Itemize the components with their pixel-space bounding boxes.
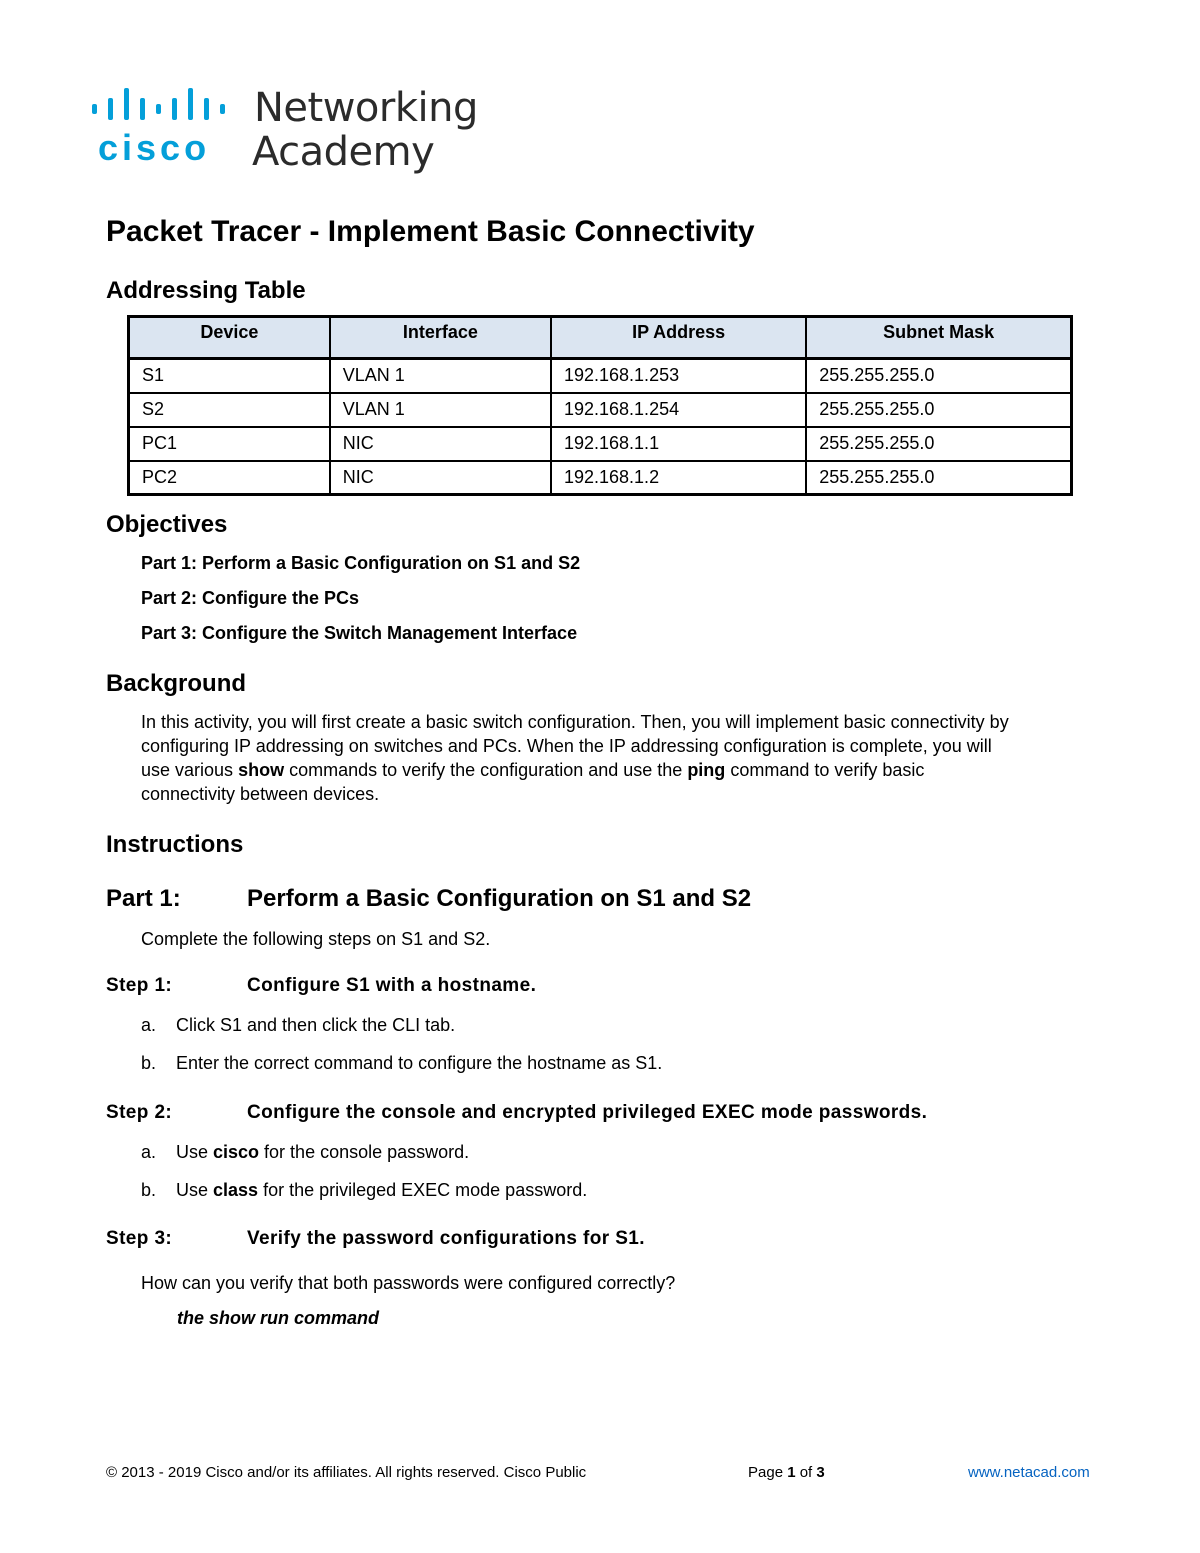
cell-subnet-mask: 255.255.255.0	[806, 427, 1071, 461]
cell-ip-address: 192.168.1.2	[551, 461, 806, 495]
text-span: Page	[748, 1464, 788, 1481]
table-row	[129, 461, 1072, 495]
step1-title: Configure S1 with a hostname.	[247, 975, 537, 996]
cell-device: S1	[129, 359, 330, 393]
password-keyword: cisco	[213, 1142, 260, 1162]
step2-item-b	[141, 1178, 587, 1202]
cell-ip-address: 192.168.1.1	[551, 427, 806, 461]
step2-item-a	[141, 1140, 469, 1164]
objective-item: Part 3: Configure the Switch Management Interface	[141, 623, 578, 643]
step1-item-a	[141, 1013, 455, 1037]
text-span: command to verify basic	[725, 760, 925, 780]
cell-ip-address: 192.168.1.253	[551, 359, 806, 393]
cisco-wordmark: cisco	[98, 127, 211, 168]
cell-device: PC1	[129, 427, 330, 461]
step1-item-b	[141, 1051, 662, 1075]
logo-academy: Academy	[252, 129, 435, 175]
footer-page-number	[748, 1463, 825, 1483]
cell-interface: VLAN 1	[330, 393, 551, 427]
objective-item: Part 1: Perform a Basic Configuration on S1 and S2	[141, 553, 581, 573]
objectives-heading: Objectives	[106, 511, 228, 538]
step3-answer: the show run command	[177, 1308, 380, 1328]
page-title: Packet Tracer - Implement Basic Connectivity	[106, 215, 755, 248]
background-line: In this activity, you will first create a basic switch configuration. Then, you will implement basic connectivity by	[141, 712, 1009, 732]
cisco-logo	[88, 84, 488, 184]
list-letter: a.	[141, 1015, 157, 1035]
cell-subnet-mask: 255.255.255.0	[806, 461, 1071, 495]
background-heading: Background	[106, 670, 247, 697]
addressing-table-heading: Addressing Table	[106, 277, 306, 304]
cell-device: S2	[129, 393, 330, 427]
table-row	[129, 393, 1072, 427]
show-keyword: show	[238, 760, 285, 780]
cell-subnet-mask: 255.255.255.0	[806, 359, 1071, 393]
col-header-device: Device	[129, 317, 330, 359]
step3-question: How can you verify that both passwords were configured correctly?	[141, 1273, 676, 1293]
cell-interface: VLAN 1	[330, 359, 551, 393]
list-text: for the privileged EXEC mode password.	[258, 1180, 588, 1200]
ping-keyword: ping	[687, 760, 726, 780]
cell-subnet-mask: 255.255.255.0	[806, 393, 1071, 427]
table-row	[129, 359, 1072, 393]
part1-intro: Complete the following steps on S1 and S2.	[141, 929, 491, 949]
col-header-interface: Interface	[330, 317, 551, 359]
objective-item: Part 2: Configure the PCs	[141, 588, 360, 608]
part1-label: Part 1:	[106, 885, 181, 912]
instructions-heading: Instructions	[106, 831, 244, 858]
list-letter: a.	[141, 1142, 157, 1162]
page-total: 3	[816, 1464, 825, 1481]
cell-ip-address: 192.168.1.254	[551, 393, 806, 427]
text-span: of	[795, 1464, 817, 1481]
cell-interface: NIC	[330, 427, 551, 461]
col-header-ip-address: IP Address	[551, 317, 806, 359]
password-keyword: class	[213, 1180, 259, 1200]
list-text: Enter the correct command to configure the hostname as S1.	[176, 1053, 663, 1073]
part1-title: Perform a Basic Configuration on S1 and S2	[247, 885, 752, 912]
list-text: Click S1 and then click the CLI tab.	[176, 1015, 456, 1035]
step2-label: Step 2:	[106, 1102, 173, 1123]
cell-interface: NIC	[330, 461, 551, 495]
step1-label: Step 1:	[106, 975, 173, 996]
list-text: for the console password.	[259, 1142, 470, 1162]
table-header-row	[129, 317, 1072, 359]
footer-website-link[interactable]: www.netacad.com	[968, 1464, 1090, 1481]
cisco-bars-icon	[90, 88, 240, 120]
logo-networking: Networking	[254, 85, 478, 131]
page-current: 1	[787, 1464, 796, 1481]
step2-title: Configure the console and encrypted privileged EXEC mode passwords.	[247, 1102, 928, 1123]
step3-label: Step 3:	[106, 1228, 173, 1249]
cell-device: PC2	[129, 461, 330, 495]
addressing-table	[127, 315, 1073, 496]
footer-copyright: © 2013 - 2019 Cisco and/or its affiliates. All rights reserved. Cisco Public	[106, 1464, 587, 1481]
step3-title: Verify the password configurations for S1.	[247, 1228, 645, 1249]
text-span: commands to verify the configuration and use the	[284, 760, 688, 780]
col-header-subnet-mask: Subnet Mask	[806, 317, 1071, 359]
background-line: connectivity between devices.	[141, 784, 380, 804]
list-letter: b.	[141, 1053, 157, 1073]
background-text	[141, 710, 1141, 806]
table-row	[129, 427, 1072, 461]
background-line: configuring IP addressing on switches and PCs. When the IP addressing configuration is complete, you will	[141, 736, 992, 756]
background-line	[141, 758, 1141, 782]
list-text: Use	[176, 1180, 214, 1200]
list-letter: b.	[141, 1180, 157, 1200]
text-span: use various	[141, 760, 239, 780]
list-text: Use	[176, 1142, 214, 1162]
